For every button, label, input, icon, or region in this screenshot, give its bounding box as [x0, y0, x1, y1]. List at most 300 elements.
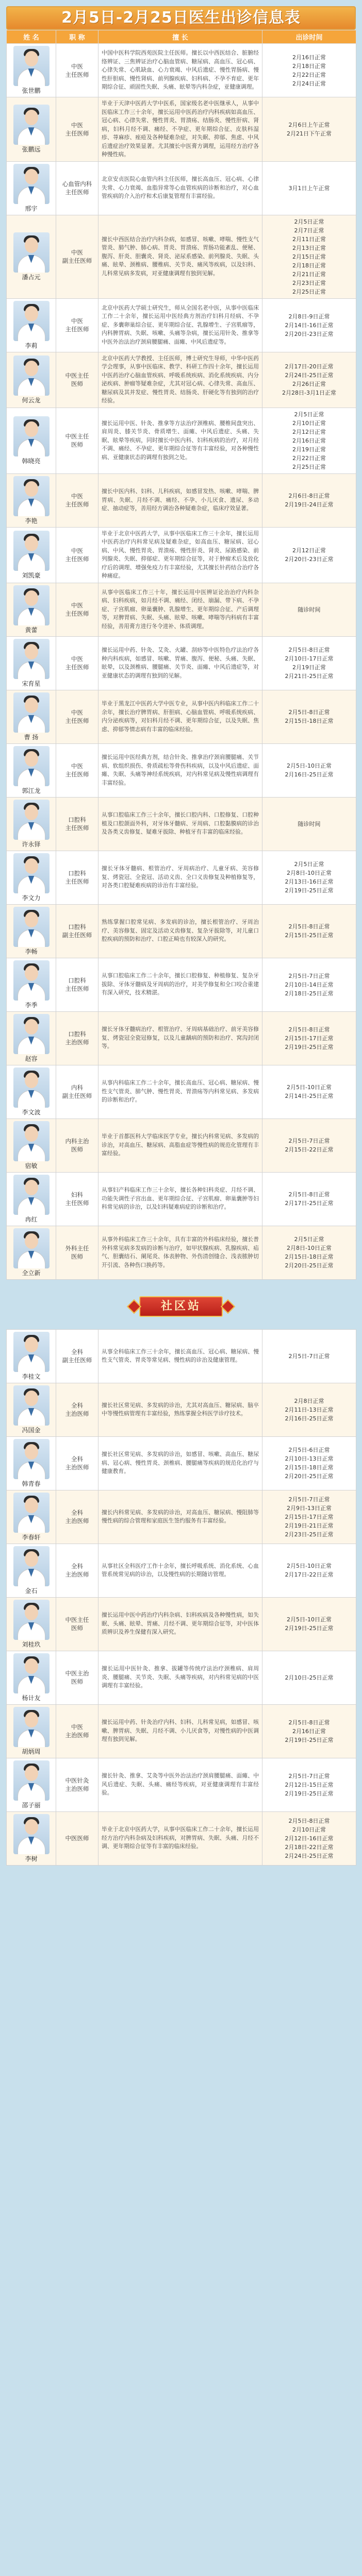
doctor-specialty: 毕业于黑龙江中医药大学中医专业，从事中医内科临床工作二十余年，擅长治疗脾胃病、肝胆病、心脑血管病、呼吸系统疾病、内分泌疾病等，对妇科月经不调、更年期综合征，以及失眠、焦虑、抑郁等情志病有丰富的临床经验。	[98, 690, 262, 743]
doctor-title-line: 全科	[71, 1348, 83, 1355]
doctor-photo	[13, 960, 50, 1001]
community-section-header	[6, 1280, 356, 1329]
doctor-cell	[7, 1011, 56, 1065]
schedule-entry: 2月5日-10日正常	[287, 1616, 332, 1623]
doctor-cell	[7, 1758, 56, 1811]
doctor-specialty: 北京中医药大学硕士研究生，师从全国名老中医，从事中医临床工作二十余年，擅长运用中医经典方剂治疗妇科月经病、不孕症、多囊卵巢综合征、更年期综合征、乳腺增生、子宫肌瘤等，内科脾胃病、失眠、咳嗽、头痛等杂病，擅长运用针灸、推拿等中医外治法治疗颈肩腰腿痛、面瘫、中风后遗症等。	[98, 298, 262, 352]
schedule-entry: 2月5日-8日正常	[288, 1191, 330, 1198]
doctor-title-line: 妇科	[71, 1191, 83, 1198]
doctor-title-line: 副主任医师	[62, 931, 92, 939]
doctor-name: 胡炳周	[22, 1748, 41, 1755]
doctor-title-line: 全科	[71, 1402, 83, 1409]
doctor-title-line: 主治医师	[65, 1410, 89, 1417]
doctor-photo	[13, 1546, 50, 1586]
schedule-entry: 2月13日-16日正常	[285, 878, 334, 885]
banner-ornament-right	[221, 1299, 235, 1313]
schedule-entry: 2月19日-25日正常	[285, 1043, 334, 1050]
schedule-entry: 2月18日正常	[292, 262, 326, 269]
doctor-title	[56, 527, 98, 583]
doctor-title-line: 中医	[71, 121, 83, 129]
table-row	[7, 352, 356, 408]
doctor-name: 李文力	[22, 894, 41, 902]
doctor-specialty: 擅长中医内科、妇科、儿科疾病，如感冒发热、咳嗽、哮喘、脾胃病、失眠、月经不调、痛经、不孕、小儿厌食、遗尿、多动症、抽动症等，善用经方调治各种疑难杂症，临床疗效显著。	[98, 473, 262, 527]
doctor-cell	[7, 1597, 56, 1651]
doctor-specialty: 从事内科临床工作二十余年，擅长高血压、冠心病、糖尿病、慢性支气管炎、肺气肿、慢性胃炎、胃溃疡等内科常见病、多发病的诊断和治疗。	[98, 1065, 262, 1118]
doctor-specialty: 擅长运用中医、针灸、推拿等方法治疗颈椎病、腰椎间盘突出、肩周炎、膝关节炎、骨质增生、面瘫、中风后遗症、头痛、失眠、眩晕等疾病，同时擅长中医内科、妇科疾病的治疗，对月经不调、痛经、不孕症、更年期综合征等有丰富经验，对各种慢性病、亚健康状态的调理有独到之处。	[98, 408, 262, 473]
doctor-name: 李畅	[25, 947, 38, 955]
doctor-name: 韩晓亮	[22, 457, 41, 465]
doctor-title	[56, 1383, 98, 1436]
doctor-title-line: 中医主任	[65, 1616, 89, 1623]
doctor-title-line: 中医主任	[65, 372, 89, 379]
doctor-title	[56, 1065, 98, 1118]
doctor-photo	[13, 1228, 50, 1268]
doctor-cell	[7, 1436, 56, 1490]
doctor-schedule	[262, 1758, 356, 1811]
table-row	[7, 97, 356, 162]
doctor-name: 宋育星	[22, 680, 41, 687]
doctor-schedule	[262, 1118, 356, 1172]
doctor-photo	[13, 416, 50, 456]
doctor-title-line: 内科	[71, 1084, 83, 1091]
doctor-specialty: 毕业于北京中医药大学，从事中医临床工作二十余年，擅长运用经方治疗内科杂病及妇科疾病，对脾胃病、失眠、头痛、月经不调、更年期综合征等有丰富的临床经验。	[98, 1811, 262, 1865]
doctor-name: 冯国金	[22, 1426, 41, 1434]
doctor-photo	[13, 1814, 50, 1854]
doctor-name: 金石	[25, 1587, 38, 1595]
doctor-name: 郭江龙	[22, 787, 41, 794]
schedule-entry: 2月21日正常	[292, 270, 326, 278]
page-title: 2月5日-2月25日医生出诊信息表	[6, 6, 356, 30]
hospital-schedule-body	[7, 44, 356, 1280]
community-schedule-body	[7, 1329, 356, 1865]
doctor-cell	[7, 1065, 56, 1118]
schedule-entry: 2月10日-25日正常	[285, 1674, 334, 1681]
doctor-cell	[7, 904, 56, 958]
table-row	[7, 1329, 356, 1383]
table-row	[7, 1383, 356, 1436]
schedule-entry: 随诊时间	[298, 606, 321, 613]
doctor-title-line: 口腔科	[68, 1030, 86, 1038]
doctor-title-line: 医师	[71, 441, 83, 448]
schedule-entry: 2月10日正常	[292, 419, 326, 427]
doctor-schedule	[262, 352, 356, 408]
schedule-entry: 2月5日正常	[294, 861, 324, 868]
doctor-title-line: 副主任医师	[62, 1357, 92, 1364]
schedule-entry: 2月15日-17日正常	[285, 1035, 334, 1042]
schedule-entry: 2月8日-10日正常	[287, 1245, 332, 1251]
table-row	[7, 1118, 356, 1172]
doctor-specialty: 擅长牙体牙髓病、根管治疗、牙周病治疗、儿童牙病、美容修复、烤瓷冠、全瓷冠、活动义齿、全口义齿修复及种植修复等，对各类口腔疑难疾病的诊治有丰富经验。	[98, 851, 262, 904]
schedule-entry: 2月5日-7日正常	[288, 1352, 330, 1360]
table-row	[7, 743, 356, 797]
schedule-entry: 2月11日-13日正常	[285, 1406, 334, 1413]
doctor-schedule	[262, 636, 356, 690]
doctor-cell	[7, 473, 56, 527]
doctor-photo	[13, 907, 50, 947]
doctor-schedule	[262, 1597, 356, 1651]
doctor-cell	[7, 298, 56, 352]
doctor-name: 许永铎	[22, 840, 41, 848]
schedule-entry: 3月1日上午正常	[288, 184, 330, 192]
doctor-specialty: 从事口腔临床工作二十余年，擅长口腔修复、种植修复、复杂牙拔除、牙体牙髓病及牙周病的治疗，对美学修复和全口咬合重建有深入研究，技术精湛。	[98, 958, 262, 1011]
schedule-entry: 2月14日-16日正常	[285, 321, 334, 329]
table-row	[7, 583, 356, 636]
doctor-title-line: 主任医师	[65, 771, 89, 778]
schedule-entry: 2月8日正常	[294, 1397, 324, 1404]
doctor-cell	[7, 97, 56, 162]
doctor-title-line: 中医	[71, 655, 83, 663]
schedule-entry: 2月5日正常	[294, 218, 324, 225]
schedule-entry: 2月5日-6日正常	[288, 1447, 330, 1453]
doctor-title	[56, 44, 98, 97]
schedule-entry: 2月15日-22日正常	[285, 1146, 334, 1153]
doctor-title-line: 全科	[71, 1509, 83, 1516]
doctor-photo	[13, 1439, 50, 1479]
doctor-title-line: 主治医师	[65, 1732, 89, 1739]
doctor-schedule	[262, 473, 356, 527]
schedule-entry: 2月5日-7日正常	[288, 972, 330, 979]
doctor-title-line: 中医医师	[65, 1835, 89, 1842]
doctor-title	[56, 1436, 98, 1490]
doctor-title	[56, 473, 98, 527]
schedule-entry: 2月25日正常	[292, 463, 326, 470]
schedule-entry: 2月10日-13日正常	[285, 1455, 334, 1462]
doctor-title	[56, 1011, 98, 1065]
schedule-entry: 2月11日正常	[292, 235, 326, 243]
doctor-name: 冉红	[25, 1215, 38, 1223]
doctor-title-line: 中医主任	[65, 433, 89, 440]
doctor-cell	[7, 44, 56, 97]
schedule-entry: 2月16日正常	[292, 1727, 326, 1735]
table-row	[7, 1065, 356, 1118]
table-row	[7, 1436, 356, 1490]
doctor-title-line: 主治医师	[65, 1571, 89, 1578]
doctor-cell	[7, 1226, 56, 1279]
doctor-specialty: 擅长社区常见病、多发病的诊治，尤其对高血压、糖尿病、脑卒中等慢性病管理有丰富经验，熟练掌握全科医学诊疗技术。	[98, 1383, 262, 1436]
schedule-entry: 2月15日正常	[292, 253, 326, 260]
schedule-entry: 2月16日-25日正常	[285, 1415, 334, 1422]
schedule-entry: 2月20日-25日正常	[285, 1473, 334, 1480]
doctor-photo	[13, 476, 50, 516]
schedule-entry: 2月16日正常	[292, 54, 326, 61]
doctor-schedule	[262, 690, 356, 743]
doctor-cell	[7, 1651, 56, 1704]
schedule-entry: 2月24日-25日正常	[285, 372, 334, 379]
schedule-entry: 2月18日-22日正常	[285, 1843, 334, 1851]
doctor-title-line: 主任医师	[65, 555, 89, 563]
doctor-cell	[7, 743, 56, 797]
doctor-name: 韩青春	[22, 1480, 41, 1487]
table-row	[7, 1490, 356, 1544]
doctor-schedule	[262, 851, 356, 904]
doctor-title-line: 主治医师	[65, 1039, 89, 1046]
schedule-entry: 2月16日正常	[292, 437, 326, 444]
doctor-specialty: 毕业于首都医科大学临床医学专业，擅长内科常见病、多发病的诊治，对高血压、糖尿病、高脂血症等慢性病的规范化管理有丰富经验。	[98, 1118, 262, 1172]
doctor-schedule	[262, 1172, 356, 1226]
doctor-cell	[7, 215, 56, 298]
doctor-photo	[13, 692, 50, 733]
schedule-entry: 2月10日-17日正常	[285, 655, 334, 662]
doctor-title-line: 内科主治	[65, 1138, 89, 1145]
doctor-specialty: 擅长运用中医经典方剂，结合针灸、推拿治疗颈肩腰腿痛、关节病、软组织损伤、骨质疏松等骨伤科疾病，以及中风后遗症、面瘫、失眠、头痛等神经系统疾病，对内科常见病及慢性病调理有丰富经验。	[98, 743, 262, 797]
doctor-cell	[7, 1118, 56, 1172]
schedule-entry: 2月26日正常	[292, 381, 326, 387]
doctor-cell	[7, 851, 56, 904]
doctor-cell	[7, 1490, 56, 1544]
banner-ornament-left	[127, 1299, 141, 1313]
schedule-entry: 2月5日-8日正常	[288, 1817, 330, 1824]
doctor-title	[56, 904, 98, 958]
doctor-photo	[13, 1014, 50, 1054]
doctor-name: 李季	[25, 1001, 38, 1009]
doctor-title	[56, 1597, 98, 1651]
schedule-entry: 2月9日-13日正常	[287, 1504, 332, 1512]
table-row	[7, 1651, 356, 1704]
table-row	[7, 851, 356, 904]
doctor-name: 刘凯豪	[22, 571, 41, 579]
schedule-entry: 2月15日-18日正常	[285, 1253, 334, 1260]
doctor-specialty: 从事全科临床工作三十余年，擅长高血压、冠心病、糖尿病、慢性支气管炎、胃炎等常见病、慢性病的诊治及健康管理。	[98, 1329, 262, 1383]
doctor-specialty: 中国中医科学院西苑医院主任医师。擅长以中西医结合、脏腑经络辨证、三焦辨证治疗心脑血管病、糖尿病、高血压、冠心病、心律失常、心肌缺血、心力衰竭、中风后遗症、慢性胃肠病、慢性肝胆病、慢性肾病、前列腺疾病、妇科病、不孕不育症、更年期综合征、顽固性失眠、头痛、眩晕等内科杂症，亚健康调理。	[98, 44, 262, 97]
doctor-title-line: 口腔科	[68, 923, 86, 930]
doctor-schedule	[262, 1065, 356, 1118]
doctor-photo	[13, 853, 50, 893]
doctor-title	[56, 352, 98, 408]
schedule-entry: 2月28日-3月1日正常	[282, 389, 336, 396]
doctor-specialty: 北京中医药大学教授、主任医师，博士研究生导师，中华中医药学会理事，从事中医临床、教学、科研工作四十余年，擅长运用中医药治疗心脑血管疾病、呼吸系统疾病、消化系统疾病、内分泌疾病、肿瘤等疑难杂症，尤其对冠心病、心律失常、高血压、糖尿病及其并发症、慢性胃炎、结肠炎、肝硬化等有独到的治疗经验。	[98, 352, 262, 408]
doctor-title-line: 中医	[71, 249, 83, 256]
schedule-entry: 2月13日正常	[292, 244, 326, 251]
doctor-schedule	[262, 583, 356, 636]
doctor-cell	[7, 352, 56, 408]
doctor-specialty: 从事社区全科医疗工作十余年，擅长呼吸系统、消化系统、心血管系统常见病的诊治，以及慢性病的长期随访管理。	[98, 1544, 262, 1597]
doctor-title-line: 主任医师	[65, 878, 89, 885]
schedule-entry: 2月10日正常	[292, 1826, 326, 1833]
schedule-entry: 2月21日下午正常	[287, 130, 332, 137]
doctor-photo	[13, 232, 50, 273]
schedule-entry: 2月5日-10日正常	[287, 1563, 332, 1569]
doctor-title-line: 全科	[71, 1455, 83, 1463]
doctor-photo	[13, 639, 50, 679]
schedule-entry: 2月25日正常	[292, 288, 326, 295]
schedule-entry: 2月12日-16日正常	[285, 1835, 334, 1842]
doctor-name: 李春轩	[22, 1533, 41, 1541]
schedule-entry: 2月20日-25日正常	[285, 1262, 334, 1269]
table-row	[7, 408, 356, 473]
doctor-title	[56, 1490, 98, 1544]
table-row	[7, 215, 356, 298]
doctor-specialty: 擅长内科常见病、多发病的诊治，对高血压、糖尿病、慢阻肺等慢性病的综合管理和家庭医生签约服务有丰富经验。	[98, 1490, 262, 1544]
doctor-cell	[7, 161, 56, 215]
header-specialty: 擅 长	[98, 30, 262, 44]
doctor-schedule	[262, 97, 356, 162]
doctor-title	[56, 690, 98, 743]
doctor-title-line: 医师	[71, 1146, 83, 1153]
table-row	[7, 44, 356, 97]
doctor-title	[56, 1118, 98, 1172]
doctor-specialty: 北京安贞医院心血管内科主任医师，擅长高血压、冠心病、心律失常、心力衰竭、血脂异常等心血管疾病的诊断和治疗，对心血管疾病的介入治疗和术后康复管理有丰富经验。	[98, 161, 262, 215]
doctor-title-line: 主任医师	[65, 610, 89, 617]
schedule-entry: 2月6日-8日正常	[288, 493, 330, 499]
table-row	[7, 161, 356, 215]
doctor-specialty: 从事妇产科临床工作三十余年，擅长各种妇科炎症、月经不调、功能失调性子宫出血、更年期综合征、子宫肌瘤、卵巢囊肿等妇科常见病的诊治，以及妇科疑难病症的诊断和治疗。	[98, 1172, 262, 1226]
doctor-name: 李艳	[25, 517, 38, 524]
doctor-title-line: 主治医师	[65, 1464, 89, 1471]
schedule-entry: 2月12日-15日正常	[285, 1781, 334, 1788]
doctor-title-line: 中医主治	[65, 1670, 89, 1677]
doctor-title-line: 主任医师	[65, 326, 89, 333]
doctor-specialty: 熟练掌握口腔常见病、多发病的诊治，擅长根管治疗、牙周治疗、美容修复、固定及活动义齿修复、复杂牙拔除等，对儿童口腔疾病的预防和治疗、口腔正畸也有较深入的研究。	[98, 904, 262, 958]
doctor-photo	[13, 746, 50, 786]
doctor-title-line: 中医	[71, 317, 83, 325]
doctor-title-line: 中医	[71, 547, 83, 554]
doctor-photo	[13, 1385, 50, 1426]
doctor-name: 曹 扬	[24, 733, 39, 741]
schedule-entry: 2月5日-7日正常	[288, 1496, 330, 1503]
table-row	[7, 473, 356, 527]
doctor-photo	[13, 355, 50, 396]
doctor-photo	[13, 531, 50, 571]
doctor-title	[56, 1704, 98, 1758]
schedule-entry: 2月5日-8日正常	[288, 923, 330, 930]
doctor-title-line: 主任医师	[65, 717, 89, 724]
doctor-title	[56, 161, 98, 215]
schedule-entry: 2月19日-21日正常	[285, 1522, 334, 1529]
schedule-entry: 2月24日正常	[292, 80, 326, 87]
doctor-name: 何云龙	[22, 396, 41, 404]
schedule-entry: 2月5日-8日正常	[288, 1719, 330, 1726]
doctor-specialty: 擅长牙体牙髓病治疗、根管治疗、牙周病基础治疗、前牙美容修复、烤瓷冠全瓷冠修复，以及儿童龋病的预防和治疗、窝沟封闭等。	[98, 1011, 262, 1065]
doctor-title-line: 口腔科	[68, 816, 86, 823]
doctor-title-line: 口腔科	[68, 977, 86, 984]
schedule-entry: 2月8日-10日正常	[287, 870, 332, 876]
doctor-title-line: 中医针灸	[65, 1777, 89, 1784]
schedule-entry: 2月15日-18日正常	[285, 718, 334, 724]
doctor-specialty: 擅长运用中医中药治疗内科杂病、妇科疾病及各种慢性病，如失眠、头痛、眩晕、胃痛、月经不调、更年期综合征等，对中医体质辨识及养生保健有深入研究。	[98, 1597, 262, 1651]
doctor-title	[56, 743, 98, 797]
doctor-title-line: 主任医师	[65, 189, 89, 196]
doctor-cell	[7, 527, 56, 583]
table-row	[7, 1811, 356, 1865]
schedule-entry: 2月5日正常	[294, 411, 324, 418]
doctor-photo	[13, 1493, 50, 1533]
doctor-name: 李桂文	[22, 1372, 41, 1380]
doctor-title-line: 副主任医师	[62, 1092, 92, 1099]
doctor-title-line: 医师	[71, 380, 83, 387]
doctor-specialty: 从事中医临床工作三十年，擅长运用中医辨证论治治疗内科杂病、妇科疾病，如月经不调、痛经、闭经、崩漏、带下病、不孕症、子宫肌瘤、卵巢囊肿、乳腺增生、更年期综合征、产后调理等，对脾胃病、失眠、头痛、眩晕、咳嗽、哮喘等内科病有丰富经验，善用膏方进行冬令进补、体质调理。	[98, 583, 262, 636]
doctor-photo	[13, 1121, 50, 1161]
table-row	[7, 1758, 356, 1811]
doctor-title	[56, 1329, 98, 1383]
doctor-title-line: 主任医师	[65, 501, 89, 508]
doctor-schedule	[262, 408, 356, 473]
table-row	[7, 797, 356, 851]
table-row	[7, 904, 356, 958]
doctor-photo	[13, 1067, 50, 1108]
doctor-title	[56, 298, 98, 352]
doctor-photo	[13, 1332, 50, 1372]
table-row	[7, 636, 356, 690]
schedule-entry: 2月5日-8日正常	[288, 647, 330, 653]
doctor-schedule	[262, 797, 356, 851]
doctor-title-line: 中医	[71, 1723, 83, 1731]
doctor-title-line: 主任医师	[65, 129, 89, 137]
doctor-title-line: 中医	[71, 493, 83, 500]
schedule-entry: 2月24日-25日正常	[285, 1852, 334, 1859]
doctor-cell	[7, 1811, 56, 1865]
doctor-name: 张鹏远	[22, 146, 41, 154]
doctor-photo	[13, 1653, 50, 1693]
doctor-specialty: 擅长运用中药、针灸、艾灸、火罐、刮痧等中医特色疗法治疗各种内科疾病，如感冒、咳嗽、胃痛、腹泻、便秘、头痛、失眠、眩晕，以及颈椎病、腰腿痛、关节炎、面瘫、中风后遗症等，对亚健康状态的调理有独到的见解。	[98, 636, 262, 690]
schedule-entry: 2月19日-25日正常	[285, 1790, 334, 1797]
doctor-photo	[13, 1760, 50, 1801]
doctor-specialty: 擅长运用中药、针灸治疗内科、妇科、儿科常见病，如感冒、咳嗽、脾胃病、失眠、月经不调、小儿厌食等，对慢性病的中医调理有独到见解。	[98, 1704, 262, 1758]
table-row	[7, 1597, 356, 1651]
doctor-photo	[13, 164, 50, 204]
table-row	[7, 1011, 356, 1065]
schedule-entry: 2月12日正常	[292, 428, 326, 435]
doctor-schedule	[262, 215, 356, 298]
schedule-entry: 2月18日-25日正常	[285, 990, 334, 997]
doctor-name: 全立新	[22, 1269, 41, 1277]
doctor-schedule	[262, 1811, 356, 1865]
schedule-entry: 2月19日-24日正常	[285, 501, 334, 508]
doctor-title-line: 主任医师	[65, 985, 89, 992]
doctor-schedule	[262, 298, 356, 352]
table-header-row	[7, 30, 356, 44]
schedule-entry: 2月14日-25日正常	[285, 1093, 334, 1099]
doctor-title	[56, 215, 98, 298]
schedule-entry: 2月19日正常	[292, 446, 326, 453]
doctor-name: 李树	[25, 1855, 38, 1862]
schedule-entry: 随诊时间	[298, 820, 321, 827]
doctor-schedule	[262, 1651, 356, 1704]
doctor-title	[56, 97, 98, 162]
doctor-schedule	[262, 44, 356, 97]
doctor-schedule	[262, 958, 356, 1011]
doctor-schedule	[262, 904, 356, 958]
doctor-cell	[7, 690, 56, 743]
table-row	[7, 1704, 356, 1758]
doctor-title-line: 全科	[71, 1563, 83, 1570]
schedule-entry: 2月5日-8日正常	[288, 709, 330, 716]
table-row	[7, 958, 356, 1011]
doctor-title-line: 医师	[71, 1624, 83, 1632]
schedule-entry: 2月19日-25日正常	[285, 1736, 334, 1743]
table-row	[7, 1226, 356, 1279]
schedule-entry: 2月19日-25日正常	[285, 887, 334, 894]
doctor-cell	[7, 797, 56, 851]
doctor-name: 赵容	[25, 1055, 38, 1062]
schedule-entry: 2月8日-9日正常	[288, 313, 330, 320]
doctor-title-line: 主任医师	[65, 71, 89, 78]
schedule-entry: 2月5日-10日正常	[287, 1084, 332, 1091]
doctor-title-line: 医师	[71, 1678, 83, 1685]
schedule-entry: 2月6日上午正常	[288, 121, 330, 128]
doctor-photo	[13, 46, 50, 86]
doctor-schedule	[262, 161, 356, 215]
schedule-entry: 2月5日-7日正常	[288, 1772, 330, 1780]
hospital-schedule-table	[6, 30, 356, 1280]
doctor-name: 邵子丽	[22, 1801, 41, 1809]
doctor-photo	[13, 585, 50, 625]
doctor-specialty: 从事口腔临床工作三十余年，擅长口腔内科、口腔修复、口腔种植及口腔颌面外科，对牙体牙髓病、牙周病、口腔黏膜病的诊治及各类义齿修复、疑难牙拔除、种植牙有丰富的临床经验。	[98, 797, 262, 851]
doctor-title-line: 中医	[71, 602, 83, 609]
doctor-schedule	[262, 1383, 356, 1436]
doctor-schedule	[262, 1490, 356, 1544]
doctor-title	[56, 1226, 98, 1279]
doctor-schedule	[262, 1011, 356, 1065]
